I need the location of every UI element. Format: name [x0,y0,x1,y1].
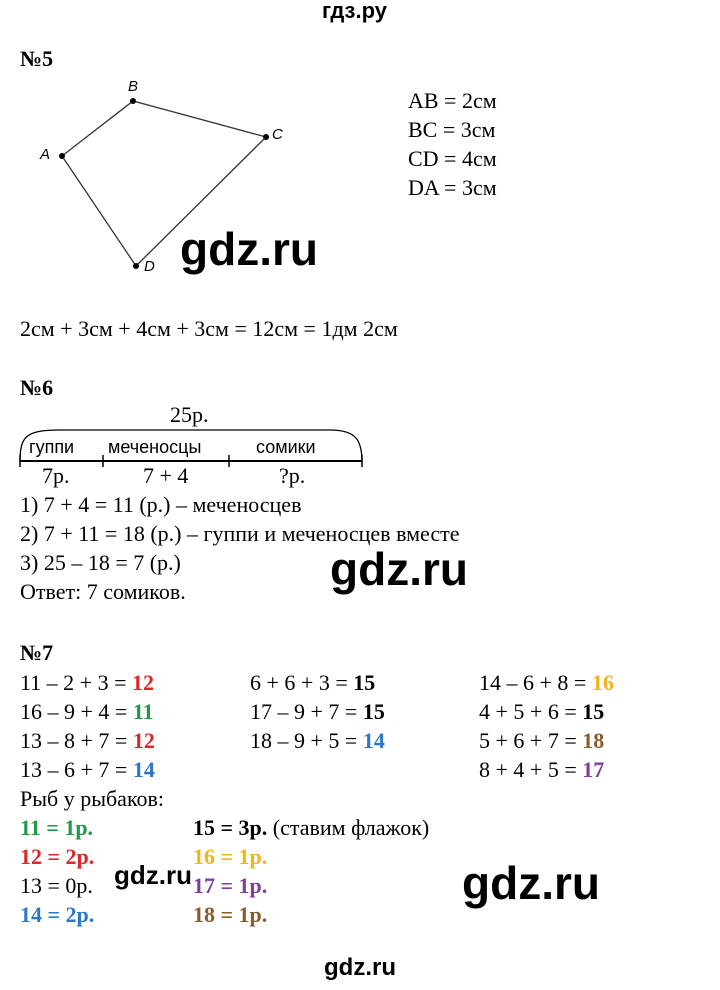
equation-result: 15 [353,670,376,695]
equation [479,668,614,697]
segment-catfish: сомики [256,437,316,457]
site-header: гдз.ру [322,0,387,23]
watermark: gdz.ru [330,543,468,595]
equation-result: 18 [582,728,605,753]
side-ab: AB = 2см [408,88,497,113]
fish-title: Рыб у рыбаков: [20,786,165,811]
perimeter-line: 2см + 3см + 4см + 3см = 12см = 1дм 2см [20,316,398,341]
equation [479,755,604,784]
equation-result: 14 [362,728,385,753]
label-c: C [272,126,283,143]
equation [20,726,155,755]
equation-result: 12 [132,728,155,753]
fish-count: 14 = 2р. [20,902,95,927]
equation-expr: 13 – 6 + 7 = [20,757,133,782]
side-cd: CD = 4см [408,146,497,171]
equation-expr: 13 – 8 + 7 = [20,728,133,753]
point-d [133,263,139,269]
task7-number: №7 [20,640,54,665]
equation [20,668,154,697]
equation-result: 15 [582,699,605,724]
equation-expr: 16 – 9 + 4 = [20,699,133,724]
equation-expr: 18 – 9 + 5 = [250,728,363,753]
label-d: D [144,258,155,275]
equation-expr: 6 + 6 + 3 = [250,670,354,695]
equation [250,668,375,697]
equation-result: 15 [362,699,385,724]
fish-count: 16 = 1р. [193,844,268,869]
equation-result: 11 [132,699,154,724]
below-catfish: ?р. [279,463,306,488]
task6-number: №6 [20,375,54,400]
fish-count: 17 = 1р. [193,873,268,898]
equation-expr: 8 + 4 + 5 = [479,757,583,782]
watermark: gdz.ru [114,860,192,890]
equation-expr: 17 – 9 + 7 = [250,699,363,724]
side-bc: BC = 3см [408,117,496,142]
segment-guppy: гуппи [29,437,75,457]
below-guppy: 7р. [42,463,70,488]
equation [479,726,604,755]
equation-expr: 14 – 6 + 8 = [479,670,592,695]
fish-count: 15 = 3р. [193,815,268,840]
point-b [130,98,136,104]
label-b: B [128,78,139,95]
point-c [263,134,269,140]
task5-number: №5 [20,46,54,71]
equation-result: 17 [582,757,605,782]
equation-expr: 4 + 5 + 6 = [479,699,583,724]
total-label: 25р. [170,402,209,427]
answer: Ответ: 7 сомиков. [20,579,186,604]
equation-result: 14 [132,757,155,782]
equation-expr: 5 + 6 + 7 = [479,728,583,753]
equation-expr: 11 – 2 + 3 = [20,670,132,695]
fish-count: 12 = 2р. [20,844,95,869]
step-2: 2) 7 + 11 = 18 (р.) – гуппи и меченосцев вместе [20,521,460,546]
side-da: DA = 3см [408,175,497,200]
equation [250,697,385,726]
segment-swordtail: меченосцы [108,437,202,457]
equation [20,697,154,726]
fish-count: 13 = 0р. [20,873,93,898]
label-a: A [40,146,51,163]
equation-result: 12 [132,670,154,695]
equation [20,755,155,784]
watermark: gdz.ru [324,954,396,981]
watermark: gdz.ru [462,857,600,909]
below-swordtail: 7 + 4 [143,463,189,488]
fish-count-flag [193,813,429,842]
equation [250,726,385,755]
fish-count: 11 = 1р. [20,815,94,840]
watermark: gdz.ru [180,223,318,275]
equation-result: 16 [591,670,614,695]
fish-count: 18 = 1р. [193,902,268,927]
step-3: 3) 25 – 18 = 7 (р.) [20,550,181,575]
equation [479,697,604,726]
flag-note: (ставим флажок) [267,815,430,840]
step-1: 1) 7 + 4 = 11 (р.) – меченосцев [20,492,302,517]
point-a [59,153,65,159]
